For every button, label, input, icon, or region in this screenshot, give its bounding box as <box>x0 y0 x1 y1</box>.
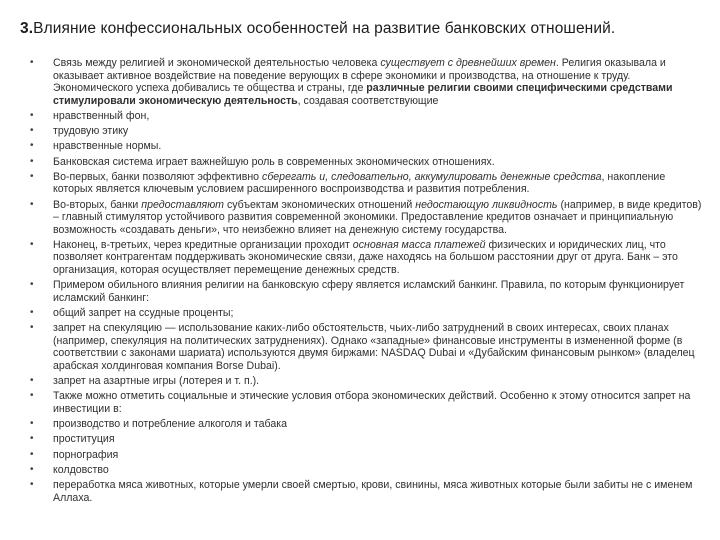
list-item <box>30 307 702 320</box>
item-text: колдовство <box>53 463 109 476</box>
item-emphasis: основная масса платежей <box>352 238 486 251</box>
item-emphasis: предоставляют <box>141 198 225 211</box>
item-text: запрет на спекуляцию — использование каких-либо обстоятельств, чьих-либо затруднений в своих интересах, своих планах (например, спекуляция на политических затруднениях). Однако «западные» финансовые инструменты в измененной форме (в соответствии с законами шариата) используются двумя биржами: NASDAQ Dubai и «Дубайским финансовым рынком» (владелец арабская холдинговая компания Borse Dubai). <box>53 322 695 372</box>
bullet-icon: • <box>30 155 34 167</box>
item-text: Примером обильного влияния религии на банковскую сферу является исламский банкинг. Правила, по которым функционирует исламский банкинг: <box>53 279 685 304</box>
item-text: проституция <box>53 433 115 446</box>
item-text: порнография <box>53 448 119 461</box>
bullet-icon: • <box>30 109 34 121</box>
list-item <box>30 199 702 237</box>
item-text: Во-первых, банки позволяют эффективно <box>53 170 263 183</box>
item-bold: различные религии своими специфическими средствами стимулировали экономическую деятельность <box>53 82 673 107</box>
item-emphasis: сберегать и, следовательно, аккумулировать денежные средства <box>262 170 602 183</box>
bullet-icon: • <box>30 390 34 402</box>
item-text: запрет на азартные игры (лотерея и т. п.). <box>53 375 260 388</box>
item-text: . Религия оказывала и оказывает активное воздействие на поведение верующих в сфере экономики и производства, на отношение к труду. Экономического успеха добивались те общества и страны, где <box>53 57 666 95</box>
item-text: , создавая соответствующие <box>297 94 439 107</box>
list-item <box>30 433 702 446</box>
bullet-icon: • <box>30 140 34 152</box>
item-text: (например, в виде кредитов) – главный стимулятор устойчивого развития современной экономики. Предоставление кредитов означает и принципиальную возможность «создавать деньги», что неизбежно влияет на денежную систему государства. <box>53 198 702 236</box>
item-text: физических и юридических лиц, что позволяет контрагентам поддерживать экономические связи, даже находясь на большом расстоянии друг от друга. Банк – это организация, которая осуществляет перемещение денежных средств. <box>53 238 678 277</box>
list-item <box>30 156 702 169</box>
item-text: производство и потребление алкоголя и табака <box>53 418 288 431</box>
bullet-icon: • <box>30 375 34 387</box>
item-text: общий запрет на ссудные проценты; <box>53 307 234 320</box>
item-text: нравственный фон, <box>53 109 150 122</box>
bullet-icon: • <box>30 448 34 460</box>
list-item <box>30 375 702 388</box>
item-text: нравственные нормы. <box>53 140 162 153</box>
list-item <box>30 418 702 431</box>
item-text: Связь между религией и экономической деятельностью человека <box>53 57 381 69</box>
list-item <box>30 239 702 277</box>
list-item <box>30 449 702 462</box>
item-text: Банковская система играет важнейшую роль в современных экономических отношениях. <box>53 155 495 168</box>
bullet-icon: • <box>30 418 34 430</box>
bullet-list <box>30 57 702 507</box>
bullet-icon: • <box>30 238 34 250</box>
item-emphasis: существует с древнейших времен <box>380 57 556 69</box>
bullet-icon: • <box>30 307 34 319</box>
bullet-icon: • <box>30 125 34 137</box>
list-item <box>30 125 702 138</box>
slide-title-text: Влияние конфессиональных особенностей на развитие банковских отношений. <box>33 20 616 37</box>
bullet-icon: • <box>30 322 34 334</box>
list-item <box>30 464 702 477</box>
list-item <box>30 390 702 415</box>
bullet-icon: • <box>30 463 34 475</box>
list-item <box>30 479 702 504</box>
list-item <box>30 140 702 153</box>
list-item <box>30 279 702 304</box>
bullet-icon: • <box>30 57 34 68</box>
item-text: Наконец, в-третьих, через кредитные организации проходит <box>53 238 353 251</box>
slide-title <box>20 20 710 38</box>
item-text: Также можно отметить социальные и этические условия отбора экономических действий. Особенно к этому относится запрет на инвестиции в: <box>53 390 691 415</box>
item-text: переработка мяса животных, которые умерли своей смертью, крови, свинины, мяса животных которые были забиты не с именем Аллаха. <box>53 478 693 504</box>
bullet-icon: • <box>30 198 34 210</box>
item-text: Во-вторых, банки <box>53 198 142 211</box>
list-item <box>30 57 702 107</box>
item-text: , накопление которых является ключевым условием расширенного воспроизводства и развития потребления. <box>53 170 666 196</box>
slide-title-number: 3. <box>20 20 34 37</box>
list-item <box>30 171 702 196</box>
list-item <box>30 322 702 372</box>
item-text: субъектам экономических отношений <box>224 198 416 211</box>
bullet-icon: • <box>30 478 34 490</box>
bullet-icon: • <box>30 279 34 291</box>
item-text: трудовую этику <box>53 125 129 138</box>
bullet-icon: • <box>30 170 34 182</box>
list-item <box>30 110 702 123</box>
item-emphasis: недостающую ликвидность <box>415 198 558 211</box>
bullet-icon: • <box>30 433 34 445</box>
